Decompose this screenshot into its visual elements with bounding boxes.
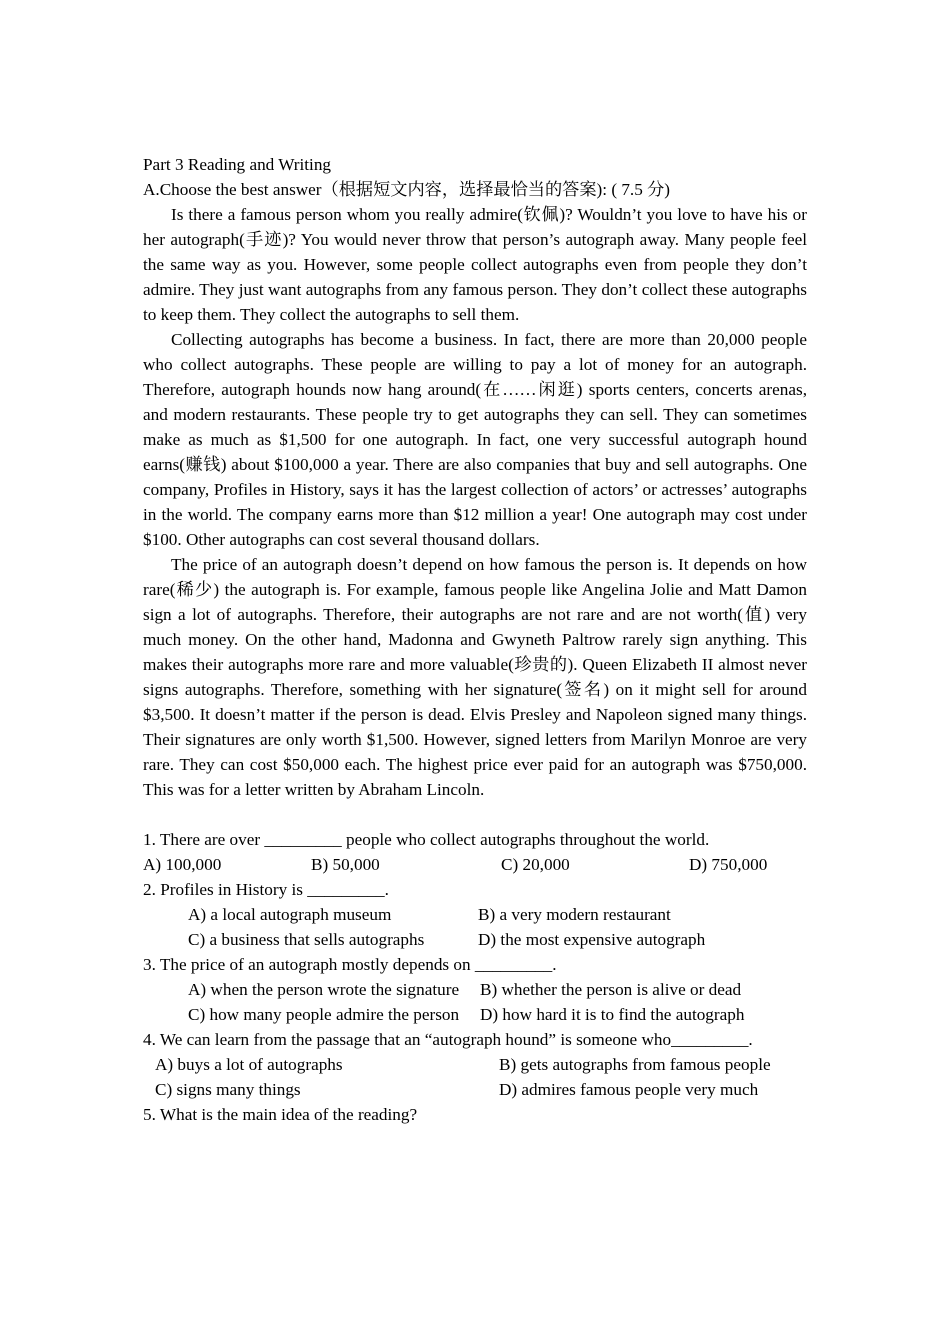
question-4-options-row-1 [143, 1052, 819, 1077]
question-3-option-d[interactable]: D) how hard it is to find the autograph [480, 1005, 745, 1024]
question-1-option-c[interactable]: C) 20,000 [501, 855, 570, 874]
passage-paragraph-2: Collecting autographs has become a business. In fact, there are more than 20,000 people who collect autographs. These people are willing to pay a lot of money for an autograph. Therefore, autograph hounds now hang around(在……闲逛) sports centers, concerts arenas, and modern restaurants. These people try to get autographs they can sell. They can sometimes make as much as $1,500 for one autograph. In fact, one very successful autograph hound earns(赚钱) about $100,000 a year. There are also companies that buy and sell autographs. One company, Profiles in History, says it has the largest collection of actors’ or actresses’ autographs in the world. The company earns more than $12 million a year! One autograph may cost under $100. Other autographs can cost several thousand dollars. [143, 330, 807, 549]
question-2-options-row-1 [143, 902, 852, 927]
question-1-options [143, 852, 807, 877]
question-2-options-row-2 [143, 927, 852, 952]
question-3-option-a[interactable]: A) when the person wrote the signature [188, 980, 460, 999]
question-3-stem: 3. The price of an autograph mostly depends on _________. [143, 955, 557, 974]
question-2-option-c[interactable]: C) a business that sells autographs [188, 930, 425, 949]
question-4-options-row-2 [143, 1077, 819, 1102]
document-content [143, 152, 807, 1127]
question-1-option-b[interactable]: B) 50,000 [311, 855, 380, 874]
question-1-option-a[interactable]: A) 100,000 [143, 855, 222, 874]
question-4-option-c[interactable]: C) signs many things [155, 1080, 301, 1099]
part-title: Part 3 Reading and Writing [143, 155, 332, 174]
question-3-options-row-2 [143, 1002, 852, 1027]
passage-paragraph-1: Is there a famous person whom you really admire(钦佩)? Wouldn’t you love to have his or her autograph(手迹)? You would never throw that person’s autograph away. Many people feel the same way as you. However, some people collect autographs even from people they don’t admire. They just want autographs from any famous person. They don’t collect these autographs to keep them. They collect the autographs to sell them. [143, 205, 807, 324]
passage-paragraph-3: The price of an autograph doesn’t depend on how famous the person is. It depends on how rare(稀少) the autograph is. For example, famous people like Angelina Jolie and Matt Damon sign a lot of autographs. Therefore, their autographs are not rare and are not worth(值) very much money. On the other hand, Madonna and Gwyneth Paltrow rarely sign anything. This makes their autographs more rare and more valuable(珍贵的). Queen Elizabeth II almost never signs autographs. Therefore, something with her signature(签名) on it might sell for around $3,500. It doesn’t matter if the person is dead. Elvis Presley and Napoleon signed many things. Their signatures are only worth $1,500. However, signed letters from Marilyn Monroe are very rare. They can cost $50,000 each. The highest price ever paid for an autograph was $750,000. This was for a letter written by Abraham Lincoln. [143, 555, 807, 799]
question-3-options-row-1 [143, 977, 852, 1002]
question-1-stem: 1. There are over _________ people who collect autographs throughout the world. [143, 830, 710, 849]
question-5-stem: 5. What is the main idea of the reading? [143, 1105, 418, 1124]
question-4-option-b[interactable]: B) gets autographs from famous people [499, 1055, 771, 1074]
question-4-option-d[interactable]: D) admires famous people very much [499, 1080, 759, 1099]
question-3-option-c[interactable]: C) how many people admire the person [188, 1005, 460, 1024]
paragraph-spacer [143, 802, 807, 827]
question-2-option-a[interactable]: A) a local autograph museum [188, 905, 392, 924]
question-4-stem: 4. We can learn from the passage that an “autograph hound” is someone who_________. [143, 1030, 753, 1049]
question-2-stem: 2. Profiles in History is _________. [143, 880, 389, 899]
question-2-option-d[interactable]: D) the most expensive autograph [478, 930, 706, 949]
question-1-option-d[interactable]: D) 750,000 [689, 855, 768, 874]
question-3-option-b[interactable]: B) whether the person is alive or dead [480, 980, 742, 999]
section-instruction: A.Choose the best answer（根据短文内容，选择最恰当的答案): ( 7.5 分) [143, 180, 671, 199]
question-4-option-a[interactable]: A) buys a lot of autographs [155, 1055, 343, 1074]
question-2-option-b[interactable]: B) a very modern restaurant [478, 905, 671, 924]
